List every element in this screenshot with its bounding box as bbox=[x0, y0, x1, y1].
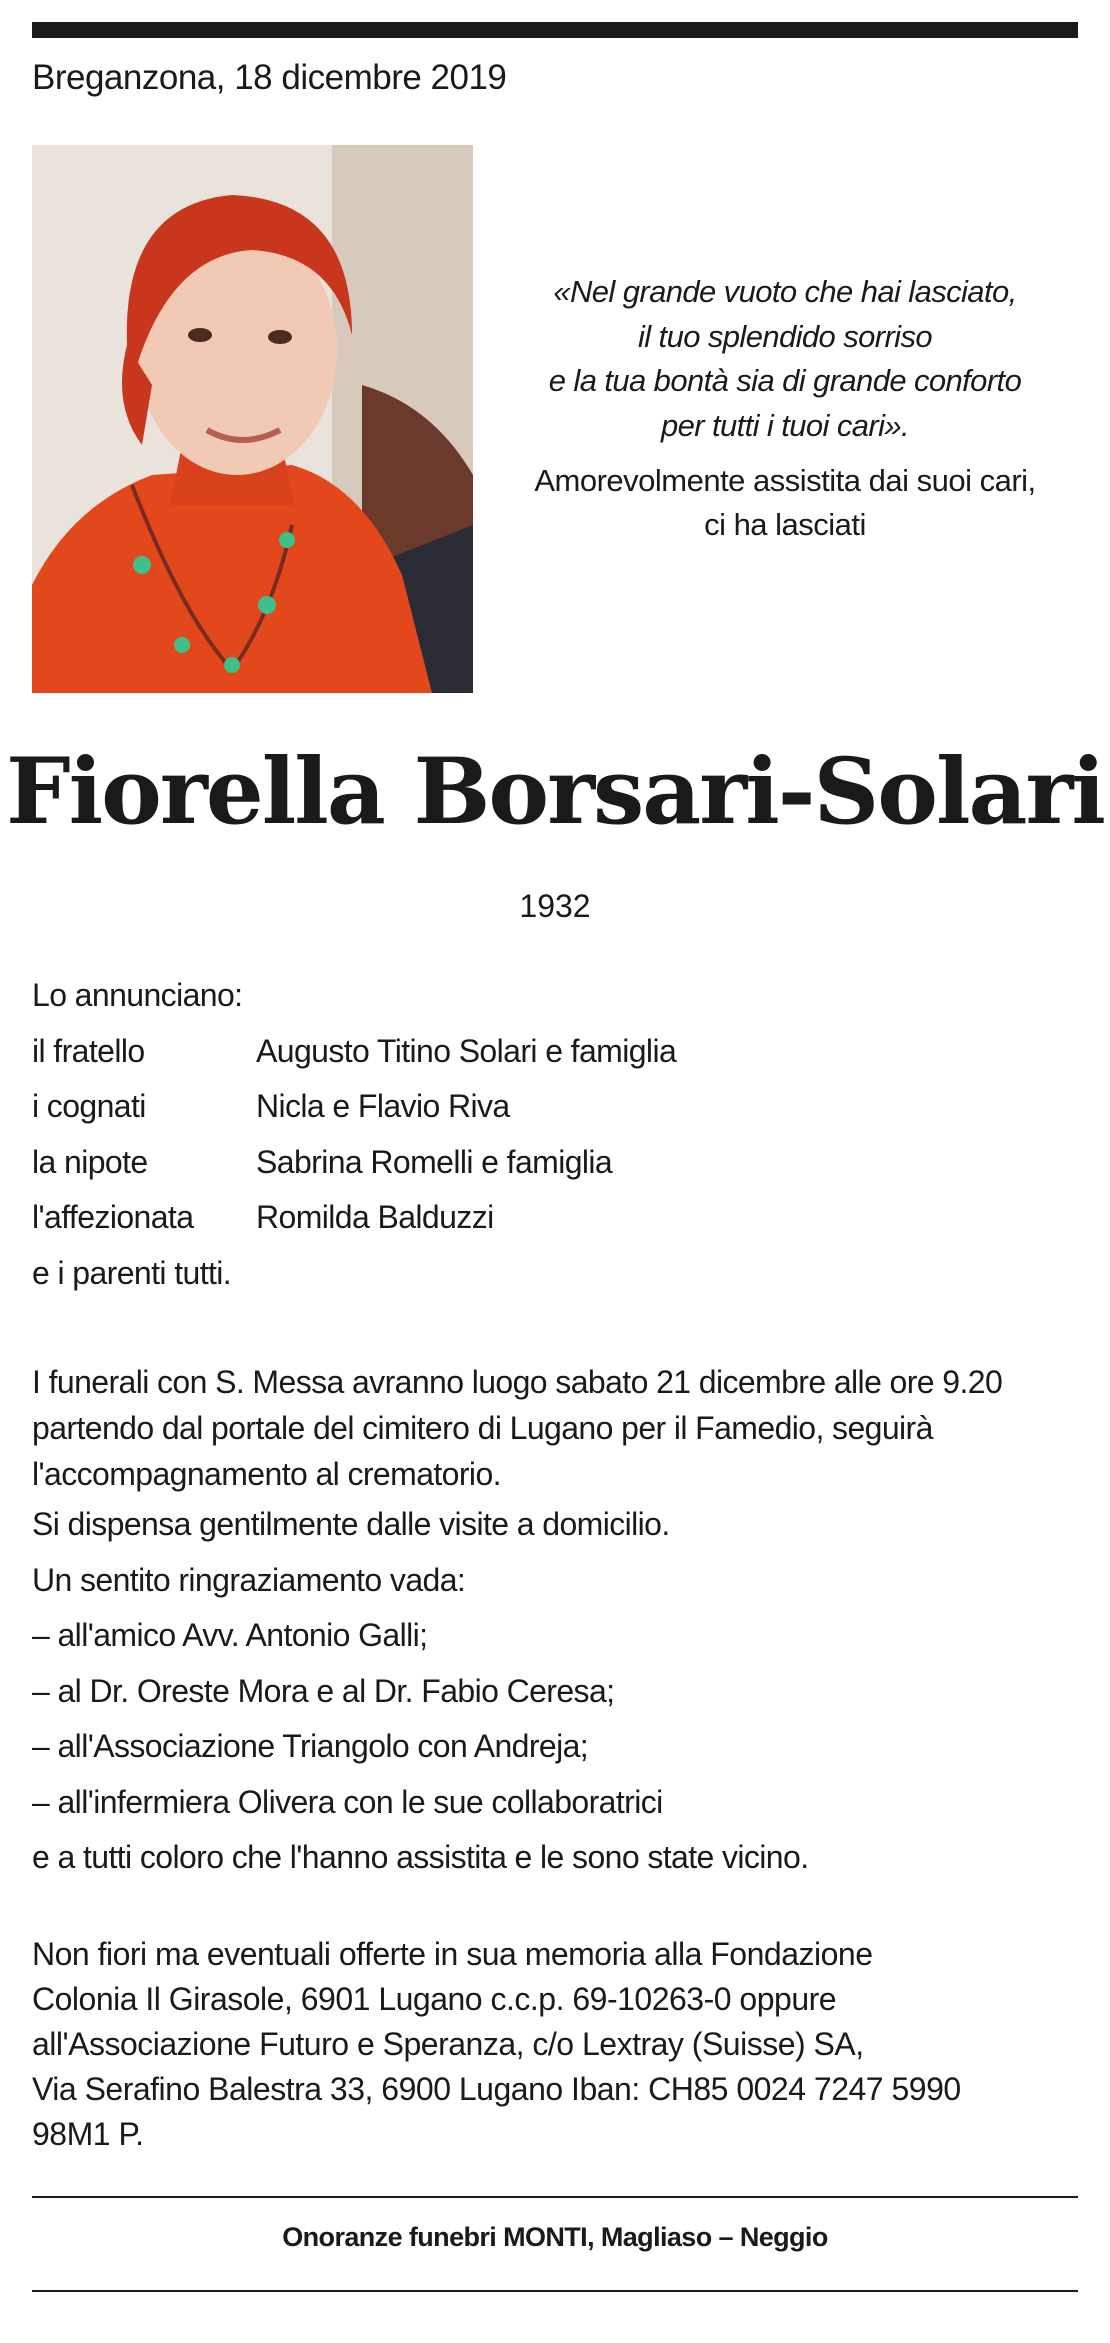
funeral-line: I funerali con S. Messa avranno luogo sabato 21 dicembre alle ore 9.20 bbox=[32, 1364, 1003, 1400]
mourner-row bbox=[32, 1024, 676, 1080]
donation-line: 98M1 P. bbox=[32, 2116, 144, 2152]
mourner-names: Sabrina Romelli e famiglia bbox=[256, 1143, 613, 1180]
visits-note: Si dispensa gentilmente dalle visite a domicilio. bbox=[32, 1506, 670, 1542]
birth-year: 1932 bbox=[519, 888, 591, 924]
mourner-relation: i cognati bbox=[32, 1088, 146, 1124]
thanks-item: – all'amico Avv. Antonio Galli; bbox=[32, 1617, 428, 1653]
mourner-row bbox=[32, 1190, 676, 1246]
mourner-names: Augusto Titino Solari e famiglia bbox=[256, 1032, 677, 1069]
mourner-relation: il fratello bbox=[32, 1032, 145, 1069]
place-date: Breganzona, 18 dicembre 2019 bbox=[32, 58, 507, 97]
funeral-paragraph bbox=[32, 1359, 1092, 1497]
footer-top-rule bbox=[32, 2196, 1078, 2198]
memorial-quote bbox=[490, 270, 1080, 448]
mourner-names: Romilda Balduzzi bbox=[256, 1199, 494, 1235]
donation-line: Non fiori ma eventuali offerte in sua memoria alla Fondazione bbox=[32, 1936, 873, 1972]
donation-line: Via Serafino Balestra 33, 6900 Lugano Iban: CH85 0024 7247 5990 bbox=[32, 2071, 961, 2107]
footer-bottom-rule bbox=[32, 2290, 1078, 2292]
quote-line: il tuo splendido sorriso bbox=[637, 318, 933, 354]
mourner-row bbox=[32, 1079, 676, 1135]
mourner-relation: la nipote bbox=[32, 1143, 148, 1180]
mourner-names: Nicla e Flavio Riva bbox=[256, 1088, 510, 1124]
funeral-home-footer: Onoranze funebri MONTI, Magliaso – Neggio bbox=[282, 2222, 828, 2252]
thanks-item: – al Dr. Oreste Mora e al Dr. Fabio Ceresa; bbox=[32, 1672, 615, 1709]
donation-line: Colonia Il Girasole, 6901 Lugano c.c.p. 69-10263-0 oppure bbox=[32, 1981, 837, 2017]
announcement-intro: Lo annunciano: bbox=[32, 977, 243, 1013]
donation-note bbox=[32, 1932, 1092, 2157]
thanks-item: – all'infermiera Olivera con le sue collaboratrici bbox=[32, 1783, 663, 1820]
mourner-row bbox=[32, 1135, 676, 1191]
funeral-details bbox=[32, 1359, 1092, 1886]
quote-subtext bbox=[490, 459, 1080, 547]
portrait-photo bbox=[32, 145, 473, 693]
donation-line: all'Associazione Futuro e Speranza, c/o Lextray (Suisse) SA, bbox=[32, 2026, 864, 2062]
deceased-name: Fiorella Borsari-Solari bbox=[6, 739, 1104, 845]
thanks-intro: Un sentito ringraziamento vada: bbox=[32, 1561, 466, 1598]
funeral-line: l'accompagnamento al crematorio. bbox=[32, 1456, 501, 1492]
announcement-block bbox=[32, 968, 676, 1301]
quote-sub-line: Amorevolmente assistita dai suoi cari, bbox=[534, 463, 1036, 498]
portrait-photo-icon bbox=[32, 145, 473, 693]
announcement-closing: e i parenti tutti. bbox=[32, 1254, 232, 1291]
funeral-line: partendo dal portale del cimitero di Lugano per il Famedio, seguirà bbox=[32, 1410, 933, 1446]
mourner-relation: l'affezionata bbox=[32, 1199, 194, 1235]
quote-line: e la tua bontà sia di grande conforto bbox=[548, 363, 1022, 398]
thanks-closing: e a tutti coloro che l'hanno assistita e le sono state vicino. bbox=[32, 1839, 809, 1875]
quote-line: per tutti i tuoi cari». bbox=[660, 407, 910, 443]
quote-sub-line: ci ha lasciati bbox=[704, 507, 866, 542]
quote-line: «Nel grande vuoto che hai lasciato, bbox=[553, 274, 1017, 309]
thanks-item: – all'Associazione Triangolo con Andreja; bbox=[32, 1728, 589, 1764]
top-rule bbox=[32, 22, 1078, 38]
